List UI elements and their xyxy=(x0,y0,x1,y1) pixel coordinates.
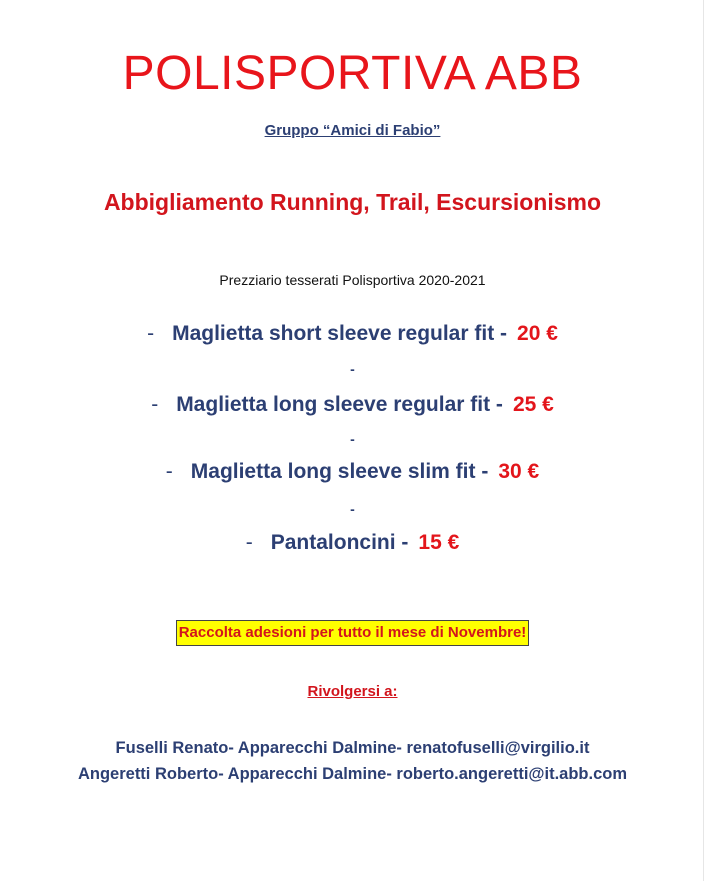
item-name: Pantaloncini - xyxy=(270,531,409,554)
list-bullet: - xyxy=(165,460,173,483)
contact-line: Angeretti Roberto- Apparecchi Dalmine- roberto.angeretti@it.abb.com xyxy=(77,765,628,783)
list-bullet: - xyxy=(147,322,155,345)
item-price: 30 € xyxy=(498,460,540,483)
item-separator: - xyxy=(350,361,355,377)
price-item xyxy=(0,320,705,348)
enrollment-notice: Raccolta adesioni per tutto il mese di Novembre! xyxy=(176,620,530,646)
item-separator: - xyxy=(350,431,355,447)
group-subtitle: Gruppo “Amici di Fabio” xyxy=(264,122,441,139)
item-name: Maglietta short sleeve regular fit - xyxy=(172,322,508,345)
item-name: Maglietta long sleeve slim fit - xyxy=(190,460,489,483)
price-item xyxy=(0,529,705,557)
item-separator: - xyxy=(350,501,355,517)
list-bullet: - xyxy=(151,393,159,416)
pricelist-title: Prezziario tesserati Polisportiva 2020-2021 xyxy=(219,272,486,288)
page-title: POLISPORTIVA ABB xyxy=(122,47,583,100)
item-price: 15 € xyxy=(418,531,460,554)
list-bullet: - xyxy=(245,531,253,554)
price-item xyxy=(0,458,705,486)
item-name: Maglietta long sleeve regular fit - xyxy=(176,393,503,416)
item-price: 25 € xyxy=(512,393,554,416)
item-price: 20 € xyxy=(517,322,558,345)
contact-line: Fuselli Renato- Apparecchi Dalmine- renatofuselli@virgilio.it xyxy=(115,739,590,757)
notice-container xyxy=(0,620,705,646)
clothing-category-heading: Abbigliamento Running, Trail, Escursionismo xyxy=(103,189,602,215)
contact-label: Rivolgersi a: xyxy=(307,683,398,700)
price-item xyxy=(0,391,705,419)
